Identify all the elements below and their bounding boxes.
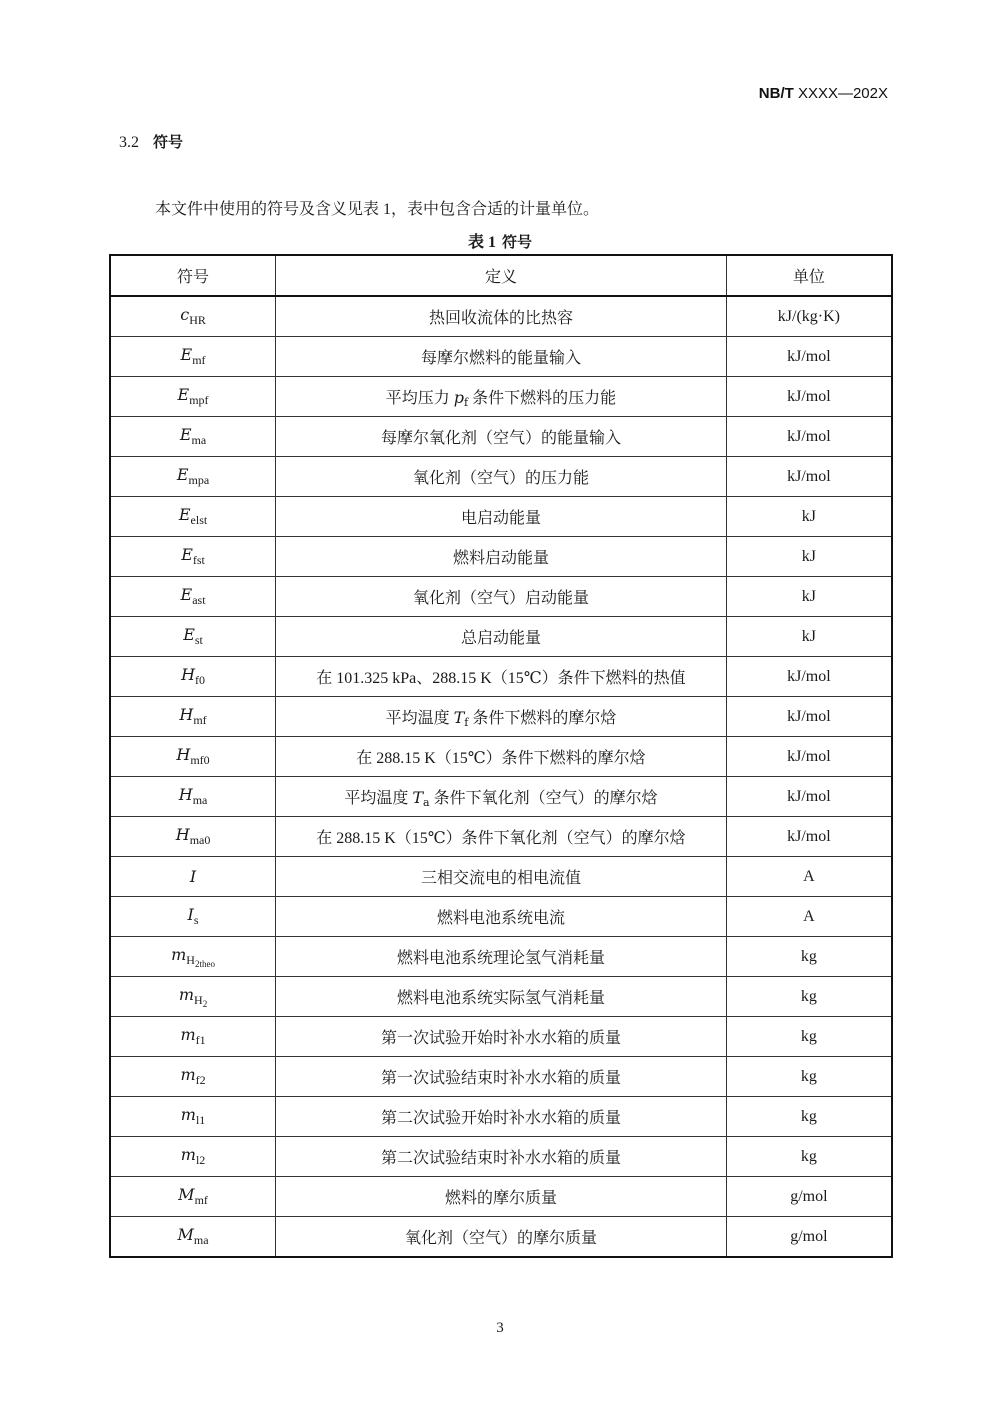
symbol xyxy=(180,1065,206,1087)
table-row xyxy=(110,577,892,617)
symbol-subscript xyxy=(194,993,207,1007)
definition-cell xyxy=(276,1137,727,1177)
table-row xyxy=(110,977,892,1017)
symbol-base: m xyxy=(171,944,187,964)
definition-text: 每摩尔氧化剂（空气）的能量输入 xyxy=(380,430,621,447)
symbol-subscript xyxy=(195,633,203,647)
symbol-base: H xyxy=(175,825,190,844)
definition-cell xyxy=(276,1097,727,1137)
symbol-cell xyxy=(110,857,276,897)
unit-cell: kJ/mol xyxy=(726,377,892,417)
symbol-base: I xyxy=(187,905,194,924)
definition-text: 燃料电池系统理论氢气消耗量 xyxy=(396,950,605,967)
symbol-subscript xyxy=(193,793,208,807)
symbol-cell xyxy=(110,577,276,617)
symbol xyxy=(180,1105,206,1127)
unit-cell: kJ xyxy=(726,537,892,577)
symbol-cell xyxy=(110,337,276,377)
table-caption-number: 表 1 xyxy=(467,234,496,251)
definition-text: 氧化剂（空气）的摩尔质量 xyxy=(404,1230,597,1247)
symbol-sub-subscript: 2theo xyxy=(194,958,215,969)
symbol-subscript-text: H xyxy=(194,992,203,1007)
symbols-table xyxy=(109,254,893,1258)
unit-cell: kJ xyxy=(726,617,892,657)
unit-cell: kJ/mol xyxy=(726,697,892,737)
symbol-base: c xyxy=(180,305,190,324)
definition-text-continued: 条件下燃料的摩尔焓 xyxy=(468,709,617,727)
symbol-cell xyxy=(110,817,276,857)
definition-text: 氧化剂（空气）的压力能 xyxy=(412,470,589,487)
symbol-subscript xyxy=(196,1073,206,1087)
unit-cell: kg xyxy=(726,1057,892,1097)
section-title: 符号 xyxy=(153,133,184,151)
definition-text: 平均温度 xyxy=(385,709,454,727)
definition-variable-base: T xyxy=(453,707,465,727)
definition-cell xyxy=(276,697,727,737)
symbol-subscript-text: ma xyxy=(192,793,208,807)
table-row xyxy=(110,537,892,577)
symbol-cell xyxy=(110,697,276,737)
intro-paragraph: 本文件中使用的符号及含义见表 1，表中包含合适的计量单位。 xyxy=(155,201,600,218)
symbol-cell xyxy=(110,417,276,457)
symbol-subscript xyxy=(195,673,205,687)
symbol-subscript xyxy=(192,593,205,607)
unit-cell: kg xyxy=(726,937,892,977)
symbol-subscript-text: mf0 xyxy=(190,753,210,767)
symbol-subscript-text: mf xyxy=(193,713,207,727)
symbol-cell xyxy=(110,377,276,417)
table-row xyxy=(110,937,892,977)
header-definition: 定义 xyxy=(276,255,727,296)
symbol-cell xyxy=(110,1177,276,1217)
definition-text: 燃料电池系统实际氢气消耗量 xyxy=(396,990,605,1007)
symbol xyxy=(187,905,199,927)
definition-text: 第二次试验结束时补水水箱的质量 xyxy=(380,1150,621,1167)
definition-cell xyxy=(276,1177,727,1217)
definition-text: 热回收流体的比热容 xyxy=(428,310,573,327)
table-row xyxy=(110,1057,892,1097)
unit-cell: g/mol xyxy=(726,1217,892,1258)
symbol-cell xyxy=(110,617,276,657)
unit-cell: kJ xyxy=(726,497,892,537)
symbol xyxy=(171,944,215,969)
definition-text: 氧化剂（空气）启动能量 xyxy=(412,590,589,607)
definition-text: 平均温度 xyxy=(344,789,413,807)
unit-cell: A xyxy=(726,897,892,937)
symbol-cell xyxy=(110,1137,276,1177)
definition-variable-base: p xyxy=(453,387,465,407)
section-heading xyxy=(119,131,183,152)
definition-variable-subscript: f xyxy=(464,715,469,729)
symbol-cell xyxy=(110,1217,276,1258)
symbol-base: E xyxy=(176,465,189,484)
document-code-prefix: NB/T xyxy=(758,85,794,102)
symbol-subscript xyxy=(189,473,210,487)
definition-text: 燃料启动能量 xyxy=(452,550,549,567)
symbol-subscript xyxy=(193,553,205,567)
symbol-base: H xyxy=(176,745,191,764)
symbol xyxy=(177,385,209,407)
definition-text: 第一次试验结束时补水水箱的质量 xyxy=(380,1070,621,1087)
table-row xyxy=(110,1137,892,1177)
table-row xyxy=(110,296,892,337)
symbol-base: E xyxy=(177,385,190,404)
symbol xyxy=(183,625,203,647)
definition-cell xyxy=(276,737,727,777)
symbol-cell xyxy=(110,777,276,817)
table-row xyxy=(110,657,892,697)
symbol-cell xyxy=(110,1017,276,1057)
document-code-number: XXXX—202X xyxy=(793,85,888,102)
unit-cell: kJ/mol xyxy=(726,417,892,457)
table-row xyxy=(110,817,892,857)
unit-cell: kJ/mol xyxy=(726,777,892,817)
section-number: 3.2 xyxy=(119,134,139,151)
symbol-subscript-text: mf xyxy=(194,1193,208,1207)
symbol-subscript xyxy=(195,1193,208,1207)
symbol-subscript-text: s xyxy=(193,913,199,927)
unit-cell: kJ/mol xyxy=(726,657,892,697)
table-row xyxy=(110,417,892,457)
symbol-subscript-text: f0 xyxy=(195,673,206,687)
symbol-cell xyxy=(110,937,276,977)
symbol-subscript xyxy=(192,433,207,447)
symbol-subscript-text: ma xyxy=(193,1233,209,1247)
definition-cell xyxy=(276,577,727,617)
definition-cell xyxy=(276,1017,727,1057)
symbol xyxy=(175,825,211,847)
unit-cell: kJ/mol xyxy=(726,457,892,497)
symbol-cell xyxy=(110,897,276,937)
unit-cell: kJ/(kg·K) xyxy=(726,296,892,337)
symbol-subscript xyxy=(189,313,206,327)
symbol-subscript-text: mf xyxy=(192,353,206,367)
table-row xyxy=(110,457,892,497)
definition-variable xyxy=(454,388,468,407)
symbol-subscript xyxy=(190,753,209,767)
symbol-subscript xyxy=(191,513,208,527)
symbol-cell xyxy=(110,737,276,777)
unit-cell: g/mol xyxy=(726,1177,892,1217)
table-row xyxy=(110,337,892,377)
symbol xyxy=(176,465,210,487)
symbol-base: H xyxy=(178,785,193,804)
table-row xyxy=(110,377,892,417)
definition-variable-subscript: f xyxy=(464,395,469,409)
definition-cell xyxy=(276,377,727,417)
symbol-cell xyxy=(110,457,276,497)
symbol-cell xyxy=(110,977,276,1017)
symbol-subscript-text: elst xyxy=(190,513,208,527)
symbol-subscript-text: HR xyxy=(189,313,206,327)
unit-cell: kg xyxy=(726,1097,892,1137)
symbol xyxy=(177,1225,209,1247)
symbol-subscript xyxy=(194,1233,209,1247)
symbol-base: m xyxy=(180,1025,196,1044)
symbol xyxy=(178,984,208,1009)
definition-cell xyxy=(276,537,727,577)
definition-text: 第二次试验开始时补水水箱的质量 xyxy=(380,1110,621,1127)
table-row xyxy=(110,497,892,537)
table-row xyxy=(110,1097,892,1137)
definition-cell xyxy=(276,1057,727,1097)
symbol-base: E xyxy=(181,545,193,564)
definition-variable xyxy=(412,788,429,807)
unit-cell: kJ/mol xyxy=(726,817,892,857)
symbol-cell xyxy=(110,1097,276,1137)
definition-cell xyxy=(276,777,727,817)
symbol-base: m xyxy=(180,1105,196,1124)
definition-variable-base: T xyxy=(412,787,423,807)
definition-cell xyxy=(276,457,727,497)
table-row xyxy=(110,617,892,657)
definition-text: 燃料电池系统电流 xyxy=(436,910,565,927)
definition-cell xyxy=(276,617,727,657)
symbol-subscript-text: st xyxy=(194,633,203,647)
symbol-subscript-text: f1 xyxy=(195,1033,206,1047)
table-row xyxy=(110,737,892,777)
page-number: 3 xyxy=(496,1320,504,1336)
definition-text: 第一次试验开始时补水水箱的质量 xyxy=(380,1030,621,1047)
definition-text-continued: 条件下氧化剂（空气）的摩尔焓 xyxy=(429,789,658,807)
symbol-subscript-text: fst xyxy=(192,553,205,567)
symbol-base: m xyxy=(178,984,195,1004)
symbol-subscript-text: l1 xyxy=(195,1113,206,1127)
table-row xyxy=(110,1217,892,1258)
definition-text-continued: 条件下燃料的压力能 xyxy=(468,389,617,407)
symbol-base: M xyxy=(178,1185,195,1204)
definition-cell xyxy=(276,817,727,857)
symbol-cell xyxy=(110,537,276,577)
unit-cell: kg xyxy=(726,1017,892,1057)
symbol xyxy=(178,1185,208,1207)
unit-cell: kg xyxy=(726,1137,892,1177)
definition-variable-subscript: a xyxy=(423,795,430,809)
header-symbol: 符号 xyxy=(110,255,276,296)
definition-cell xyxy=(276,897,727,937)
symbol-subscript-text: mpf xyxy=(189,393,209,407)
symbol-base: M xyxy=(177,1225,194,1244)
symbol xyxy=(180,585,206,607)
definition-text: 总启动能量 xyxy=(460,630,541,647)
header-unit: 单位 xyxy=(726,255,892,296)
symbol-sub-subscript: 2 xyxy=(202,998,208,1009)
definition-cell xyxy=(276,857,727,897)
symbol-cell xyxy=(110,497,276,537)
symbol-base: E xyxy=(180,345,193,364)
definition-cell xyxy=(276,657,727,697)
unit-cell: kg xyxy=(726,977,892,1017)
symbol-subscript-text: l2 xyxy=(195,1153,206,1167)
table-row xyxy=(110,897,892,937)
definition-cell xyxy=(276,937,727,977)
symbol-base: m xyxy=(180,1145,196,1164)
symbol xyxy=(179,705,207,727)
symbol-subscript-text: ma0 xyxy=(189,833,211,847)
symbol-subscript xyxy=(190,833,211,847)
symbol-subscript-text: H xyxy=(186,952,195,967)
symbol-subscript xyxy=(196,1153,205,1167)
definition-cell xyxy=(276,337,727,377)
symbol-subscript xyxy=(193,713,206,727)
symbol-base: m xyxy=(180,1065,196,1084)
symbol-cell xyxy=(110,296,276,337)
symbol-subscript xyxy=(192,353,205,367)
definition-text: 电启动能量 xyxy=(460,510,541,527)
definition-cell xyxy=(276,417,727,457)
table-row xyxy=(110,777,892,817)
table-header-row xyxy=(110,255,892,296)
symbol-subscript-text: f2 xyxy=(195,1073,206,1087)
definition-variable xyxy=(454,708,469,727)
definition-text: 在 288.15 K（15℃）条件下燃料的摩尔焓 xyxy=(356,750,646,767)
symbol-cell xyxy=(110,1057,276,1097)
unit-cell: kJ/mol xyxy=(726,737,892,777)
symbol xyxy=(181,665,206,687)
symbol xyxy=(180,1025,206,1047)
definition-text: 三相交流电的相电流值 xyxy=(420,870,581,887)
symbol xyxy=(180,345,206,367)
symbol xyxy=(180,305,206,327)
symbol-subscript-text: ast xyxy=(192,593,206,607)
table-caption-title: 符号 xyxy=(502,233,533,251)
symbol xyxy=(190,867,196,886)
definition-cell xyxy=(276,296,727,337)
symbol-subscript xyxy=(186,953,215,967)
symbol xyxy=(180,1145,206,1167)
table-row xyxy=(110,1017,892,1057)
symbol-cell xyxy=(110,657,276,697)
symbol-subscript-text: ma xyxy=(191,433,207,447)
symbol-base: H xyxy=(179,705,194,724)
definition-text: 燃料的摩尔质量 xyxy=(444,1190,557,1207)
symbol-subscript-text: mpa xyxy=(188,473,210,487)
symbol-subscript xyxy=(189,393,208,407)
symbol-subscript xyxy=(196,1033,206,1047)
definition-text: 在 101.325 kPa、288.15 K（15℃）条件下燃料的热值 xyxy=(316,670,686,687)
symbol-base: E xyxy=(178,505,191,524)
symbol-base: E xyxy=(183,625,195,644)
symbol-base: I xyxy=(189,866,197,886)
unit-cell: kJ xyxy=(726,577,892,617)
unit-cell: kJ/mol xyxy=(726,337,892,377)
symbol xyxy=(176,745,210,767)
definition-cell xyxy=(276,1217,727,1258)
symbol-subscript xyxy=(196,1113,205,1127)
table-caption xyxy=(0,229,1000,252)
symbol-base: E xyxy=(179,425,192,444)
symbol xyxy=(178,785,208,807)
table-row xyxy=(110,697,892,737)
definition-cell xyxy=(276,977,727,1017)
document-code xyxy=(759,85,888,102)
unit-cell: A xyxy=(726,857,892,897)
symbol xyxy=(181,545,205,567)
symbol-subscript xyxy=(194,913,199,927)
symbol-base: E xyxy=(180,585,193,604)
definition-text: 在 288.15 K（15℃）条件下氧化剂（空气）的摩尔焓 xyxy=(316,830,686,847)
definition-text: 每摩尔燃料的能量输入 xyxy=(420,350,581,367)
definition-cell xyxy=(276,497,727,537)
table-row xyxy=(110,1177,892,1217)
symbol-base: H xyxy=(181,665,196,684)
symbol xyxy=(179,425,207,447)
table-row xyxy=(110,857,892,897)
definition-text: 平均压力 xyxy=(385,389,454,407)
symbol xyxy=(178,505,208,527)
